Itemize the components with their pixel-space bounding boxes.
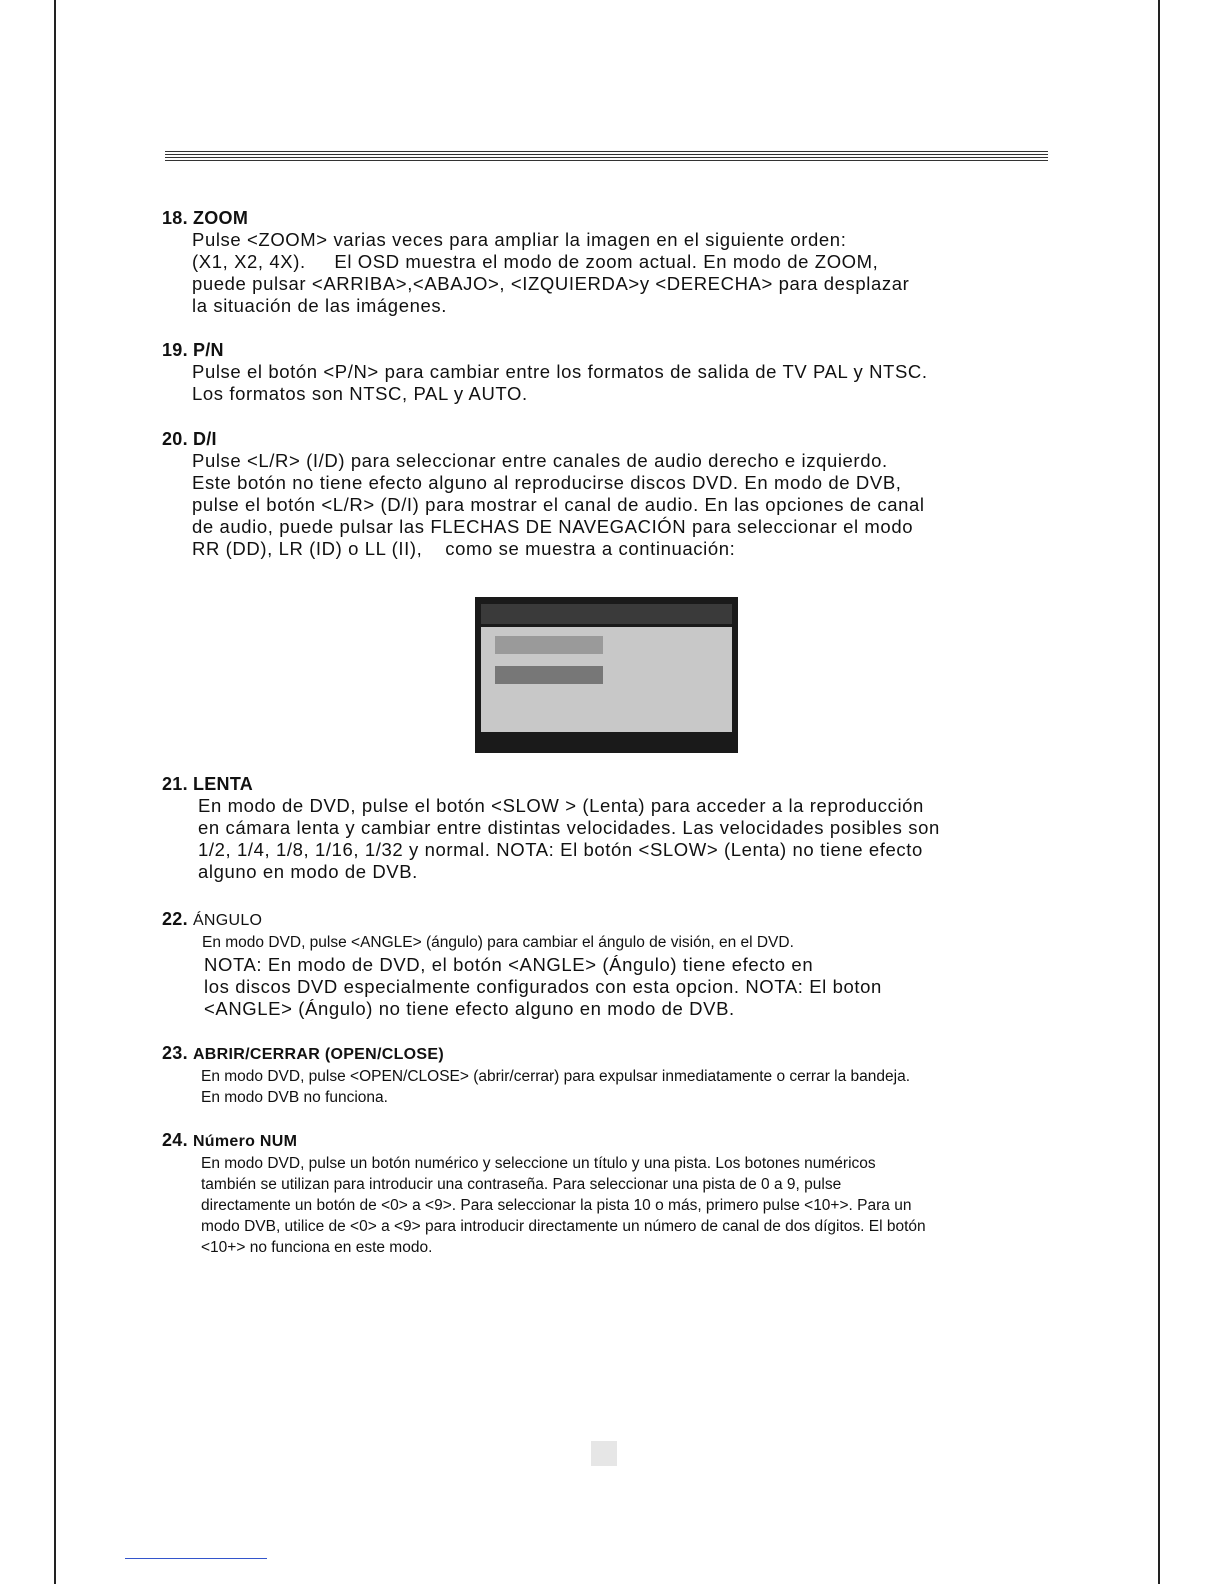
body-line: Pulse el botón <P/N> para cambiar entre los formatos de salida de TV PAL y NTSC. [192, 361, 928, 382]
section-body [162, 229, 1042, 317]
section-pn [162, 339, 1042, 405]
header-rule [165, 157, 1048, 158]
body-line: alguno en modo de DVB. [198, 861, 418, 882]
section-heading: 18. ZOOM [162, 208, 249, 228]
body-line: En modo DVD, pulse un botón numérico y seleccione un título y una pista. Los botones numéricos [201, 1155, 876, 1172]
section-zoom [162, 207, 1042, 317]
page-number-box [591, 1441, 617, 1466]
body-line: 1/2, 1/4, 1/8, 1/16, 1/32 y normal. NOTA: El botón <SLOW> (Lenta) no tiene efecto [198, 839, 923, 860]
body-line: Pulse <L/R> (I/D) para seleccionar entre canales de audio derecho e izquierdo. [192, 450, 888, 471]
body-line: En modo de DVD, pulse el botón <SLOW > (Lenta) para acceder a la reproducción [198, 795, 924, 816]
body-line: Los formatos son NTSC, PAL y AUTO. [192, 383, 528, 404]
section-di [162, 428, 1042, 560]
section-body [162, 1153, 1042, 1258]
body-line: Pulse <ZOOM> varias veces para ampliar la imagen en el siguiente orden: [192, 229, 847, 250]
section-body [162, 361, 1042, 405]
body-line: RR (DD), LR (ID) o LL (II), como se muestra a continuación: [192, 538, 736, 559]
section-abrir-cerrar [162, 1042, 1042, 1108]
body-line: de audio, puede pulsar las FLECHAS DE NAVEGACIÓN para seleccionar el modo [192, 516, 914, 537]
header-rule [165, 151, 1048, 152]
osd-option [495, 636, 603, 654]
section-heading: 20. D/I [162, 429, 217, 449]
section-body [162, 1066, 1042, 1108]
osd-title-bar [481, 604, 732, 624]
section-angulo [162, 908, 1042, 1020]
body-line: los discos DVD especialmente configurados con esta opcion. NOTA: El boton [204, 976, 882, 997]
section-body [162, 450, 1042, 560]
audio-channel-osd-illustration [475, 597, 738, 753]
header-rule [165, 160, 1048, 161]
footnote-rule [125, 1558, 267, 1559]
section-body [162, 795, 1042, 883]
body-line: directamente un botón de <0> a <9>. Para seleccionar la pista 10 o más, primero pulse <10+>. Para un [201, 1197, 912, 1214]
body-line: <10+> no funciona en este modo. [201, 1239, 433, 1256]
body-line: en cámara lenta y cambiar entre distintas velocidades. Las velocidades posibles son [198, 817, 940, 838]
section-heading: 19. P/N [162, 340, 224, 360]
body-line: puede pulsar <ARRIBA>,<ABAJO>, <IZQUIERDA>y <DERECHA> para desplazar [192, 273, 910, 294]
body-line: <ANGLE> (Ángulo) no tiene efecto alguno en modo de DVB. [204, 998, 735, 1019]
body-line: (X1, X2, 4X). El OSD muestra el modo de zoom actual. En modo de ZOOM, [192, 251, 879, 272]
section-numero-num [162, 1129, 1042, 1258]
section-heading: 21. LENTA [162, 774, 254, 794]
page-border-right [1158, 0, 1160, 1584]
section-heading: 22. ÁNGULO [162, 909, 263, 929]
body-line: En modo DVD, pulse <OPEN/CLOSE> (abrir/cerrar) para expulsar inmediatamente o cerrar la bandeja. [201, 1068, 911, 1085]
body-line: también se utilizan para introducir una contraseña. Para seleccionar una pista de 0 a 9, pulse [201, 1176, 842, 1193]
body-line: NOTA: En modo de DVD, el botón <ANGLE> (Ángulo) tiene efecto en [204, 954, 814, 975]
body-line: En modo DVB no funciona. [201, 1089, 388, 1106]
body-line: modo DVB, utilice de <0> a <9> para introducir directamente un número de canal de dos dígitos. El botón [201, 1218, 926, 1235]
section-heading: 23. ABRIR/CERRAR (OPEN/CLOSE) [162, 1043, 444, 1063]
body-line: Este botón no tiene efecto alguno al reproducirse discos DVD. En modo de DVB, [192, 472, 902, 493]
section-heading: 24. Número NUM [162, 1130, 298, 1150]
section-lenta [162, 773, 1042, 883]
page-border-left [54, 0, 56, 1584]
section-body [162, 932, 1042, 1020]
body-line: En modo DVD, pulse <ANGLE> (ángulo) para cambiar el ángulo de visión, en el DVD. [202, 934, 794, 951]
body-line: pulse el botón <L/R> (D/I) para mostrar el canal de audio. En las opciones de canal [192, 494, 925, 515]
header-rule [165, 154, 1048, 155]
osd-option-selected [495, 666, 603, 684]
body-line: la situación de las imágenes. [192, 295, 447, 316]
